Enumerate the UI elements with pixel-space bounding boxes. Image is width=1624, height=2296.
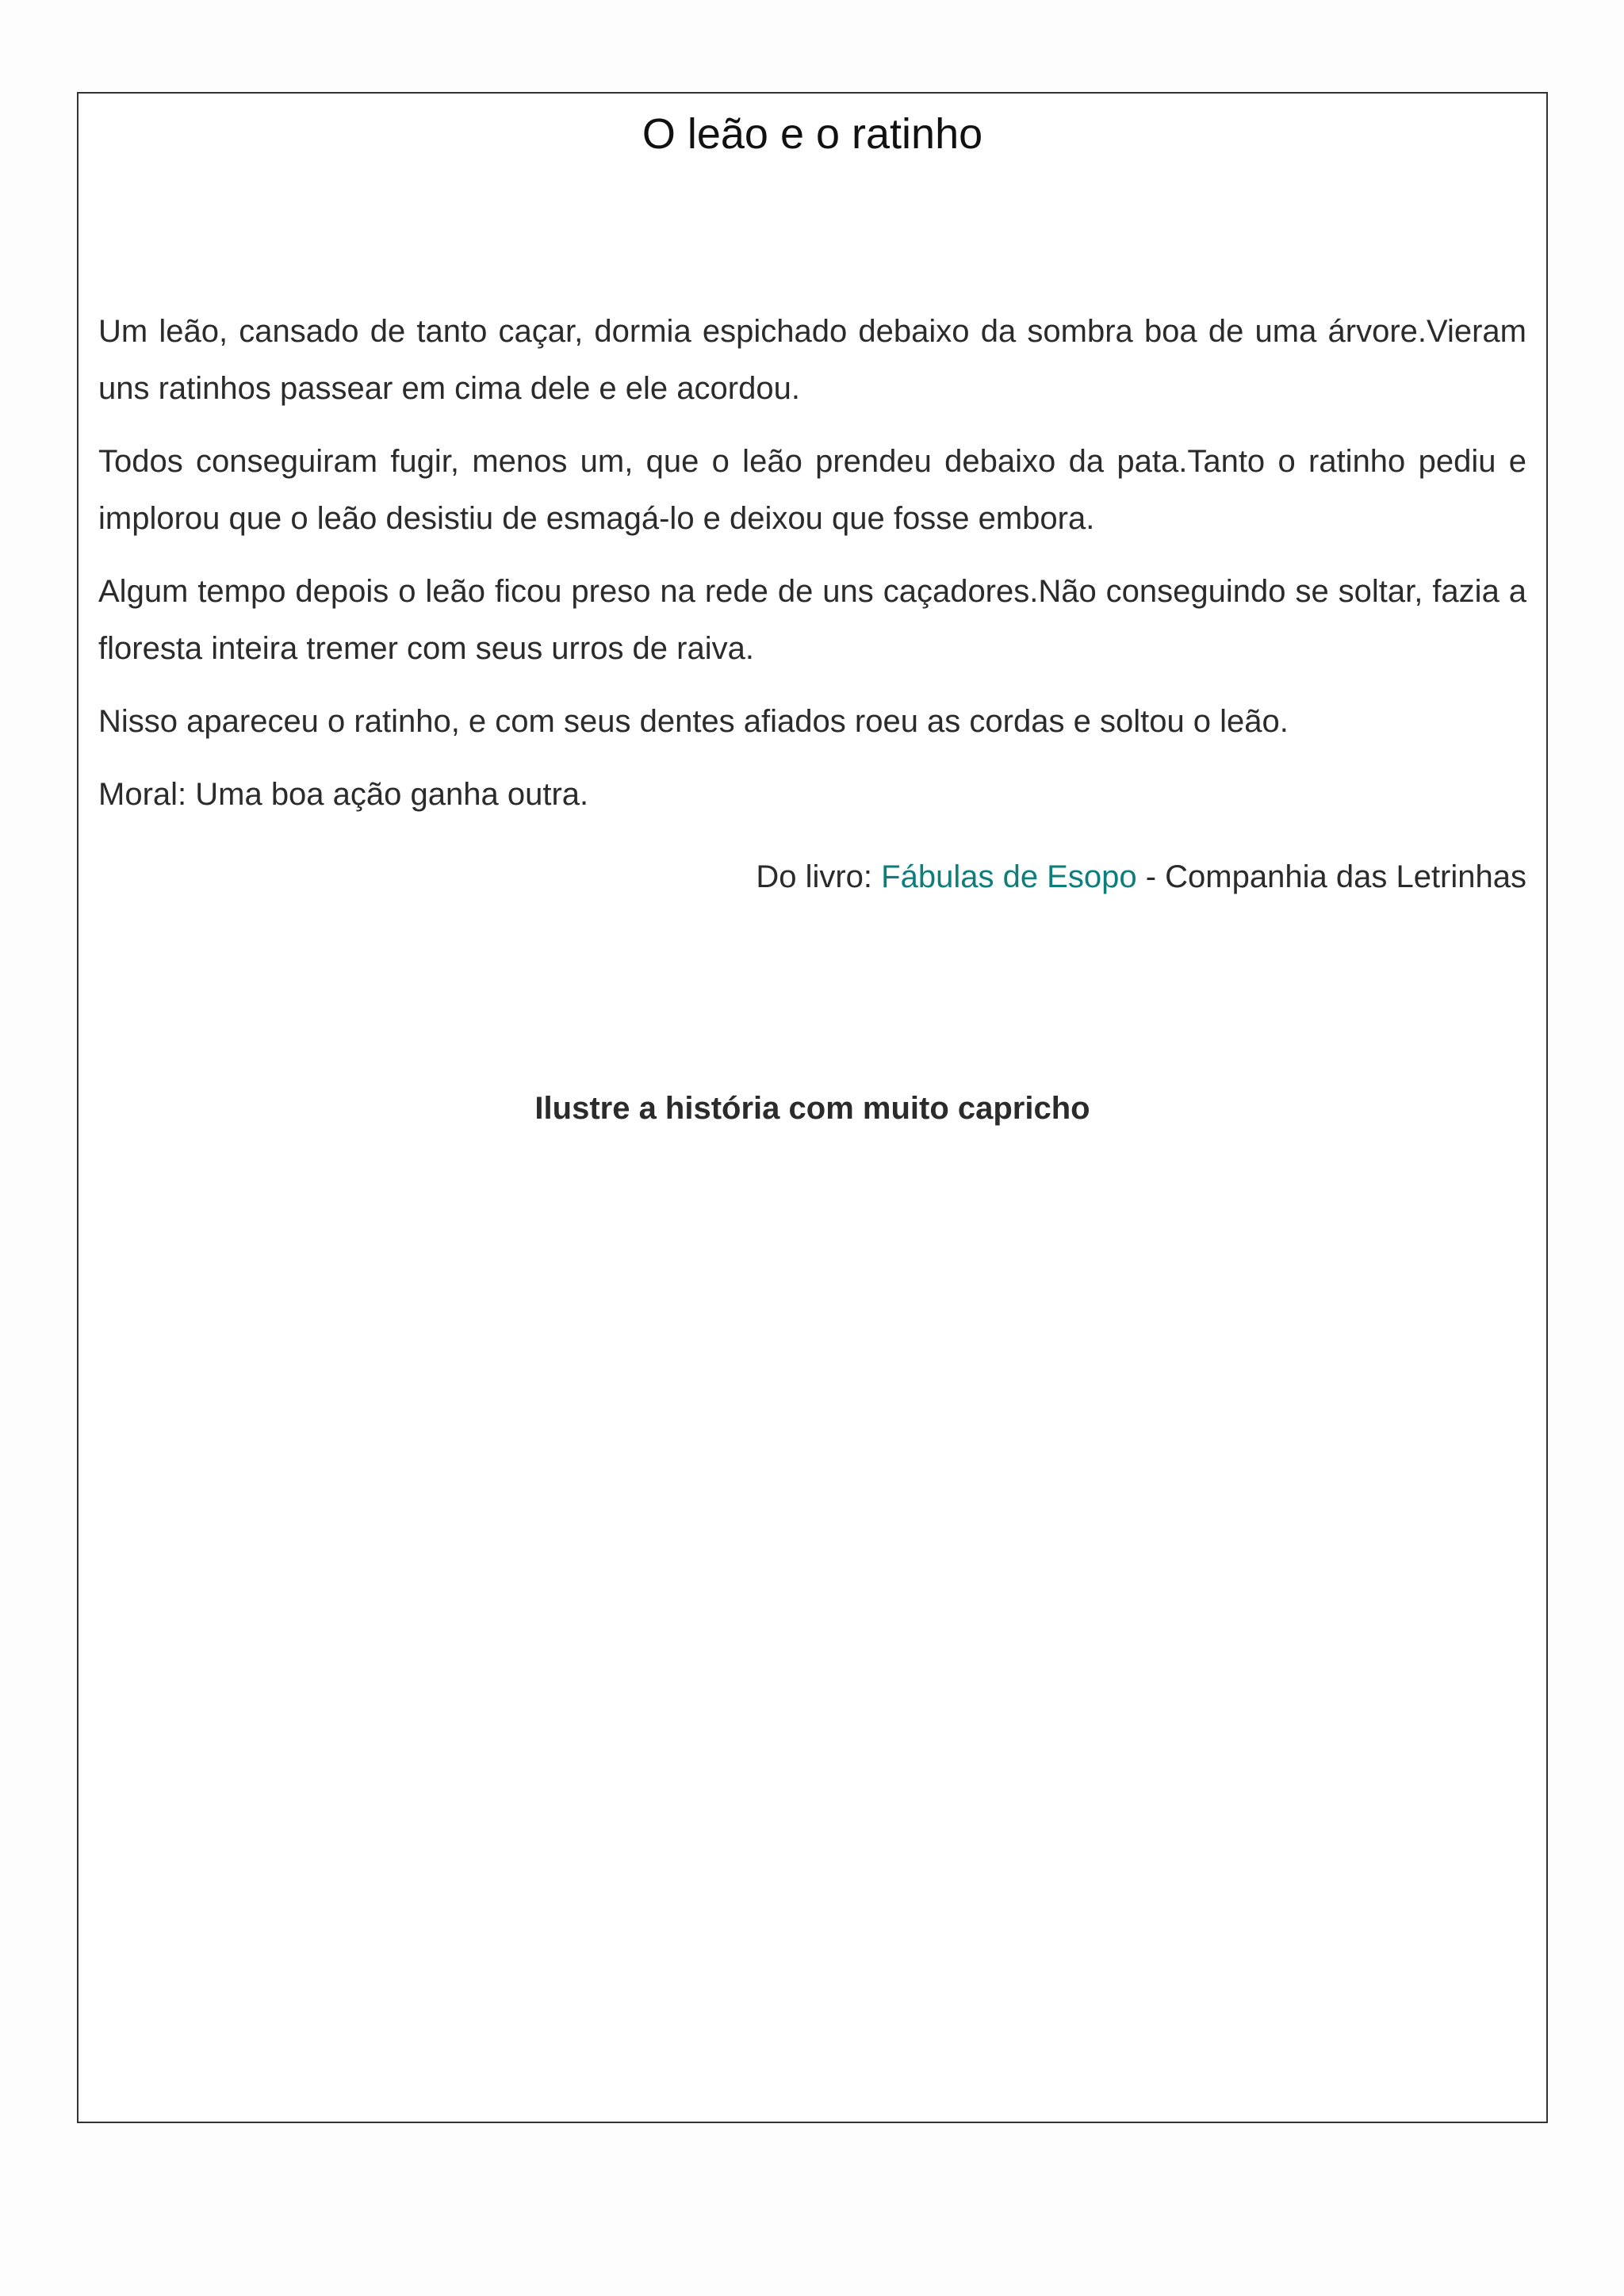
source-suffix: - Companhia das Letrinhas: [1136, 859, 1526, 894]
book-title-link[interactable]: Fábulas de Esopo: [881, 859, 1137, 894]
story-text: [98, 303, 1526, 839]
illustration-drawing-area: [98, 1156, 1526, 2102]
story-moral: Moral: Uma boa ação ganha outra.: [98, 777, 589, 812]
source-prefix: Do livro:: [756, 859, 882, 894]
story-title: O leão e o ratinho: [642, 110, 983, 158]
illustration-instruction: Ilustre a história com muito capricho: [534, 1091, 1090, 1126]
story-paragraph: Todos conseguiram fugir, menos um, que o leão prendeu debaixo da pata.Tanto o ratinho pediu e implorou que o leão desistiu de esmagá-lo e deixou que fosse embora.: [98, 444, 1526, 536]
source-citation: [756, 848, 1526, 905]
story-paragraph: Algum tempo depois o leão ficou preso na rede de uns caçadores.Não conseguindo se soltar, fazia a floresta inteira tremer com seus urros de raiva.: [98, 574, 1526, 666]
story-paragraph: Um leão, cansado de tanto caçar, dormia espichado debaixo da sombra boa de uma árvore.Vieram uns ratinhos passear em cima dele e ele acordou.: [98, 314, 1526, 406]
worksheet-frame: [77, 92, 1548, 2123]
story-paragraph: Nisso apareceu o ratinho, e com seus dentes afiados roeu as cordas e soltou o leão.: [98, 704, 1289, 739]
